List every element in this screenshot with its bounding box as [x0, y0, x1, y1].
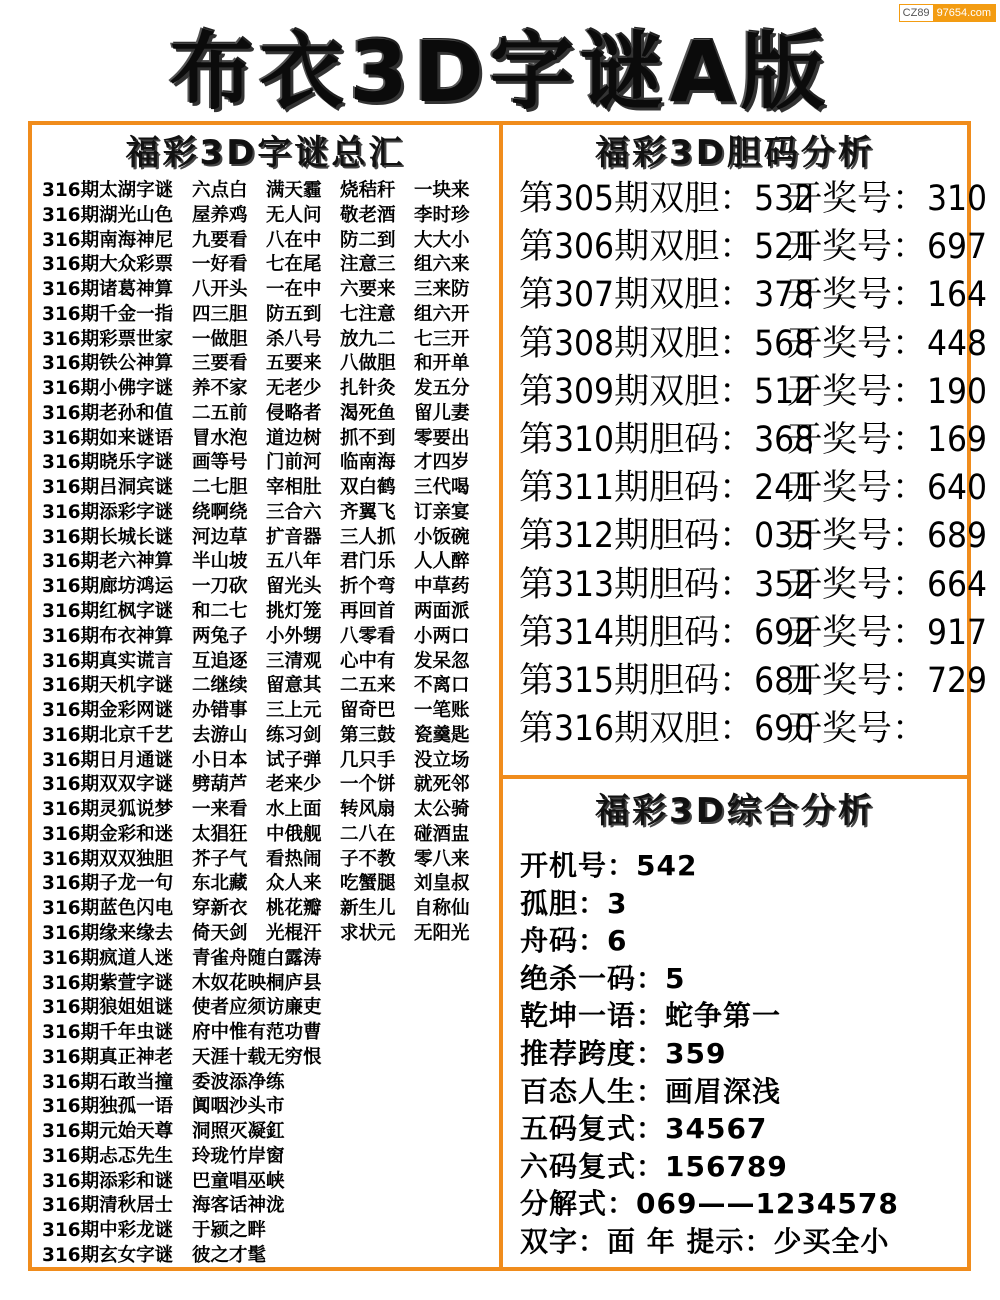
dan-label: 第312期胆码：035 [519, 516, 815, 557]
riddle-clue: 二五前 [192, 402, 248, 424]
riddle-clue: 留儿妻 [414, 402, 470, 424]
riddle-source: 316期廊坊鸿运 [42, 576, 174, 598]
analysis-row: 乾坤一语：蛇争第一 [520, 999, 782, 1033]
dan-row [519, 416, 988, 464]
riddle-clue: 发呆忽 [414, 650, 470, 672]
dan-label: 第305期双胆：532 [519, 179, 815, 219]
riddle-source: 316期晓乐字谜 [42, 452, 174, 474]
riddle-row [42, 724, 492, 749]
riddle-row [42, 1095, 492, 1120]
riddle-clue: 一刀砍 [192, 576, 248, 598]
riddle-row [42, 749, 492, 774]
riddle-clue: 五八年 [266, 551, 322, 573]
riddle-source: 316期独孤一语 [42, 1096, 174, 1118]
riddle-clue: 小外甥 [266, 625, 322, 647]
analysis-row: 开机号：542 [520, 849, 698, 882]
riddle-row [42, 1219, 492, 1244]
dan-row [519, 512, 988, 560]
riddle-source: 316期日月通谜 [42, 749, 174, 771]
riddle-clue: 试子弹 [266, 749, 322, 771]
riddle-clue: 办错事 [192, 700, 248, 722]
riddle-text: 玲珑竹岸窗 [192, 1145, 285, 1167]
riddle-row [42, 402, 492, 427]
riddle-clue: 中草药 [414, 576, 470, 598]
dan-row [519, 368, 988, 416]
riddle-clue: 烧秸秆 [340, 180, 396, 201]
riddle-text: 天涯十载无穷恨 [192, 1046, 322, 1068]
riddle-text: 海客话神泷 [192, 1195, 285, 1217]
riddle-source: 316期诸葛神算 [42, 279, 174, 301]
dan-row [519, 657, 988, 705]
riddle-clue: 宰相肚 [266, 477, 322, 499]
riddle-clue: 水上面 [266, 799, 322, 821]
riddle-clue: 互追逐 [192, 650, 248, 672]
riddle-clue: 无人问 [266, 204, 322, 226]
riddle-row [42, 526, 492, 551]
draw-result: 开奖号：697 [787, 227, 988, 268]
riddle-text: 巴童唱巫峡 [192, 1170, 285, 1192]
dan-label: 第309期双胆：512 [519, 371, 815, 412]
riddle-clue: 组六来 [414, 254, 470, 276]
riddle-source: 316期老孙和值 [42, 402, 174, 424]
riddle-clue: 一在中 [266, 279, 322, 301]
analysis-row: 舟码：6 [520, 924, 628, 958]
riddle-row [42, 1021, 492, 1046]
riddle-row [42, 600, 492, 625]
riddle-clue: 九要看 [192, 229, 248, 251]
riddle-row [42, 352, 492, 377]
riddle-clue: 侵略者 [266, 402, 322, 424]
riddle-row [42, 1244, 492, 1269]
riddle-row [42, 476, 492, 501]
riddle-row [42, 1046, 492, 1071]
dan-row [519, 271, 988, 319]
riddle-clue: 三合六 [266, 501, 322, 523]
dan-analysis-title: 福彩3D胆码分析 [595, 133, 875, 173]
riddle-clue: 敬老酒 [340, 204, 396, 226]
draw-result: 开奖号：689 [787, 516, 988, 557]
riddle-clue: 扩音器 [266, 526, 322, 548]
riddle-clue: 吃蟹腿 [340, 873, 396, 895]
draw-result: 开奖号：164 [787, 275, 988, 316]
analysis-row: 孤胆：3 [520, 886, 628, 920]
riddle-text: 使者应须访廉吏 [192, 997, 322, 1019]
riddle-clue: 绕啊绕 [192, 501, 248, 523]
analysis-row: 推荐跨度：359 [520, 1036, 727, 1070]
riddle-row [42, 972, 492, 997]
riddle-clue: 没立场 [414, 749, 470, 771]
dan-label: 第308期双胆：568 [519, 323, 815, 364]
comprehensive-analysis-panel [499, 775, 971, 1271]
riddle-clue: 去游山 [192, 724, 248, 746]
riddle-text: 阗咽沙头市 [192, 1096, 285, 1118]
riddle-source: 316期蓝色闪电 [42, 898, 174, 920]
riddle-row [42, 773, 492, 798]
riddle-source: 316期中彩龙谜 [42, 1220, 174, 1242]
riddle-row [42, 575, 492, 600]
riddle-clue: 防二到 [340, 229, 396, 251]
riddle-clue: 转风扇 [340, 799, 396, 821]
riddle-row [42, 550, 492, 575]
riddle-clue: 屋养鸡 [192, 204, 248, 226]
riddle-clue: 桃花瓣 [266, 898, 322, 920]
riddle-clue: 刘皇叔 [414, 873, 470, 895]
draw-result: 开奖号：664 [787, 564, 988, 605]
riddle-row [42, 947, 492, 972]
riddle-source: 316期大众彩票 [42, 254, 174, 276]
riddle-row [42, 674, 492, 699]
riddle-row [42, 922, 492, 947]
riddle-clue: 渴死鱼 [340, 402, 396, 424]
riddle-source: 316期真实谎言 [42, 650, 174, 672]
riddle-clue: 临南海 [340, 452, 396, 474]
riddle-clue: 挑灯笼 [266, 601, 322, 623]
riddle-source: 316期双双独胆 [42, 848, 174, 870]
riddle-clue: 抓不到 [340, 427, 396, 449]
riddle-row [42, 229, 492, 254]
riddle-clue: 三代喝 [414, 477, 470, 499]
riddle-clue: 发五分 [414, 378, 470, 400]
riddle-clue: 就死邻 [414, 774, 470, 796]
riddle-row [42, 699, 492, 724]
riddle-text: 于颍之畔 [192, 1220, 267, 1242]
riddle-source: 316期紫萱字谜 [42, 972, 174, 994]
riddle-source: 316期金彩网谜 [42, 700, 174, 722]
riddle-source: 316期小佛字谜 [42, 378, 174, 400]
dan-row [519, 320, 988, 368]
analysis-row: 双字：面 年 提示：少买全小 [520, 1224, 890, 1258]
riddle-clue: 穿新衣 [192, 898, 248, 920]
riddle-row [42, 303, 492, 328]
riddle-clue: 一好看 [192, 254, 248, 276]
dan-row [519, 561, 988, 609]
riddle-clue: 二继续 [192, 675, 248, 697]
analysis-row: 绝杀一码：5 [520, 961, 686, 995]
riddle-clue: 碰酒盅 [414, 823, 470, 845]
riddle-clue: 四三胆 [192, 303, 248, 325]
riddle-clue: 东北藏 [192, 873, 248, 895]
riddle-text: 委波添净练 [192, 1071, 285, 1093]
riddle-clue: 折个弯 [340, 576, 396, 598]
riddle-row [42, 1071, 492, 1096]
comprehensive-analysis-title: 福彩3D综合分析 [595, 791, 875, 831]
dan-row [519, 464, 988, 512]
draw-result: 开奖号： [787, 709, 928, 750]
riddle-row [42, 377, 492, 402]
riddle-clue: 光棍汗 [266, 922, 322, 944]
riddle-clue: 八零看 [340, 625, 396, 647]
riddle-row [42, 848, 492, 873]
riddle-clue: 和二七 [192, 601, 248, 623]
riddle-source: 316期吕洞宾谜 [42, 477, 174, 499]
riddle-clue: 留光头 [266, 576, 322, 598]
riddle-source: 316期布衣神算 [42, 625, 174, 647]
dan-row [519, 609, 988, 657]
riddle-clue: 第三鼓 [340, 724, 396, 746]
riddle-clue: 八在中 [266, 229, 322, 251]
draw-result: 开奖号：729 [787, 660, 988, 701]
riddle-clue: 零要出 [414, 427, 470, 449]
riddle-source: 316期如来谜语 [42, 427, 174, 449]
dan-label: 第311期胆码：241 [519, 468, 815, 509]
analysis-row: 百态人生：画眉深浅 [520, 1074, 782, 1108]
riddle-text: 府中惟有范功曹 [192, 1022, 322, 1044]
riddle-clue: 组六开 [414, 303, 470, 325]
riddle-source: 316期石敢当撞 [42, 1071, 174, 1093]
riddle-clue: 三清观 [266, 650, 322, 672]
draw-result: 开奖号：448 [787, 323, 988, 364]
riddle-clue: 八开头 [192, 279, 248, 301]
dan-label: 第306期双胆：521 [519, 227, 815, 268]
riddle-clue: 养不家 [192, 378, 248, 400]
draw-result: 开奖号：310 [787, 179, 988, 219]
riddle-clue: 注意三 [340, 254, 396, 276]
draw-result: 开奖号：640 [787, 468, 988, 509]
riddle-row [42, 1145, 492, 1170]
riddle-source: 316期天机字谜 [42, 675, 174, 697]
riddle-clue: 道边树 [266, 427, 322, 449]
dan-label: 第310期胆码：368 [519, 419, 815, 460]
riddle-clue: 二八在 [340, 823, 396, 845]
riddle-clue: 八做胆 [340, 353, 396, 375]
riddle-source: 316期添彩和谜 [42, 1170, 174, 1192]
riddle-source: 316期灵狐说梦 [42, 799, 174, 821]
riddle-source: 316期湖光山色 [42, 204, 174, 226]
riddle-source: 316期子龙一句 [42, 873, 174, 895]
riddle-row [42, 872, 492, 897]
riddle-clue: 不离口 [414, 675, 470, 697]
draw-result: 开奖号：190 [787, 371, 988, 412]
riddle-clue: 子不教 [340, 848, 396, 870]
riddle-clue: 求状元 [340, 922, 396, 944]
riddle-clue: 订亲宴 [414, 501, 470, 523]
riddle-source: 316期铁公神算 [42, 353, 174, 375]
riddle-clue: 自称仙 [414, 898, 470, 920]
riddle-source: 316期金彩和迷 [42, 823, 174, 845]
riddle-clue: 二五来 [340, 675, 396, 697]
dan-row [519, 175, 988, 223]
riddle-clue: 一块来 [414, 180, 470, 201]
riddle-row [42, 1194, 492, 1219]
riddle-text: 彼之才髦 [192, 1244, 267, 1266]
dan-label: 第307期双胆：378 [519, 275, 815, 316]
riddle-clue: 李时珍 [414, 204, 470, 226]
analysis-list [520, 847, 965, 1261]
analysis-row: 分解式：069——1234578 [520, 1187, 899, 1221]
riddle-clue: 七三开 [414, 328, 470, 350]
draw-result: 开奖号：169 [787, 419, 988, 460]
riddle-clue: 零八来 [414, 848, 470, 870]
riddle-source: 316期元始天尊 [42, 1121, 174, 1143]
riddle-row [42, 204, 492, 229]
riddle-clue: 留奇巴 [340, 700, 396, 722]
dan-label: 第316期双胆：690 [519, 709, 815, 750]
riddle-source: 316期双双字谜 [42, 774, 174, 796]
riddle-clue: 太公骑 [414, 799, 470, 821]
riddle-row [42, 798, 492, 823]
page-title: 布衣3D字谜A版 [169, 23, 831, 121]
analysis-row: 五码复式：34567 [520, 1112, 768, 1146]
riddle-row [42, 501, 492, 526]
riddle-clue: 大大小 [414, 229, 470, 251]
riddle-source: 316期清秋居士 [42, 1195, 174, 1217]
riddle-clue: 老来少 [266, 774, 322, 796]
watermark [899, 4, 996, 22]
riddle-row [42, 650, 492, 675]
riddle-clue: 河边草 [192, 526, 248, 548]
riddle-clue: 三要看 [192, 353, 248, 375]
riddle-source: 316期缘来缘去 [42, 922, 174, 944]
riddle-clue: 一做胆 [192, 328, 248, 350]
riddle-clue: 心中有 [340, 650, 396, 672]
riddle-row [42, 897, 492, 922]
riddle-clue: 五要来 [266, 353, 322, 375]
riddle-clue: 二七胆 [192, 477, 248, 499]
riddle-clue: 芥子气 [192, 848, 248, 870]
riddle-clue: 扎针灸 [340, 378, 396, 400]
dan-label: 第315期胆码：681 [519, 660, 815, 701]
riddle-clue: 放九二 [340, 328, 396, 350]
riddle-row [42, 427, 492, 452]
watermark-right: 97654.com [933, 5, 995, 21]
riddle-clue: 半山坡 [192, 551, 248, 573]
watermark-left: CZ89 [900, 5, 933, 21]
riddle-summary-title: 福彩3D字谜总汇 [125, 133, 406, 173]
riddle-clue: 和开单 [414, 353, 470, 375]
riddle-clue: 杀八号 [266, 328, 322, 350]
riddle-source: 316期彩票世家 [42, 328, 174, 350]
riddle-source: 316期红枫字谜 [42, 601, 174, 623]
riddle-row [42, 253, 492, 278]
draw-result: 开奖号：917 [787, 612, 988, 653]
riddle-source: 316期老六神算 [42, 551, 174, 573]
riddle-source: 316期北京千艺 [42, 724, 174, 746]
riddle-text: 青雀舟随白露涛 [192, 947, 322, 969]
riddle-text: 木奴花映桐庐县 [192, 972, 322, 994]
riddle-clue: 三人抓 [340, 526, 396, 548]
riddle-clue: 几只手 [340, 749, 396, 771]
riddle-clue: 太猖狂 [192, 823, 248, 845]
riddle-row [42, 1120, 492, 1145]
riddle-source: 316期玄女字谜 [42, 1244, 174, 1266]
riddle-source: 316期长城长谜 [42, 526, 174, 548]
riddle-clue: 人人醉 [414, 551, 470, 573]
riddle-clue: 劈葫芦 [192, 774, 248, 796]
riddle-clue: 练习剑 [266, 724, 322, 746]
riddle-clue: 再回首 [340, 601, 396, 623]
riddle-clue: 众人来 [266, 873, 322, 895]
riddle-clue: 三上元 [266, 700, 322, 722]
riddle-clue: 瓷羹匙 [414, 724, 470, 746]
analysis-row: 六码复式：156789 [520, 1149, 788, 1183]
riddle-clue: 留意其 [266, 675, 322, 697]
riddle-clue: 满天霾 [266, 180, 322, 201]
riddle-row [42, 823, 492, 848]
riddle-clue: 双白鹤 [340, 477, 396, 499]
riddle-clue: 无老少 [266, 378, 322, 400]
riddle-row [42, 996, 492, 1021]
riddle-clue: 倚天剑 [192, 922, 248, 944]
dan-row [519, 223, 988, 271]
riddle-clue: 小两口 [414, 625, 470, 647]
riddle-clue: 七注意 [340, 303, 396, 325]
riddle-summary-panel [28, 121, 503, 1271]
riddle-source: 316期疯道人迷 [42, 947, 174, 969]
dan-label: 第314期胆码：692 [519, 612, 815, 653]
riddle-clue: 一来看 [192, 799, 248, 821]
riddle-row [42, 625, 492, 650]
riddle-clue: 七在尾 [266, 254, 322, 276]
riddle-clue: 画等号 [192, 452, 248, 474]
riddle-clue: 看热闹 [266, 848, 322, 870]
riddle-row [42, 1170, 492, 1195]
riddle-source: 316期太湖字谜 [42, 180, 174, 201]
dan-analysis-panel [499, 121, 988, 779]
riddle-clue: 新生儿 [340, 898, 396, 920]
riddle-row [42, 451, 492, 476]
riddle-clue: 六要来 [340, 279, 396, 301]
riddle-clue: 中俄舰 [266, 823, 322, 845]
dan-label: 第313期胆码：352 [519, 564, 815, 605]
dan-list [519, 175, 988, 753]
riddle-row [42, 328, 492, 353]
riddle-clue: 君门乐 [340, 551, 396, 573]
dan-row [519, 705, 959, 753]
riddle-source: 316期忐忑先生 [42, 1145, 174, 1167]
riddle-row [42, 179, 492, 204]
riddle-clue: 才四岁 [414, 452, 470, 474]
riddle-source: 316期真正神老 [42, 1046, 174, 1068]
riddle-source: 316期千金一指 [42, 303, 174, 325]
riddle-source: 316期南海神尼 [42, 229, 174, 251]
riddle-source: 316期狼姐姐谜 [42, 997, 174, 1019]
riddle-clue: 六点白 [192, 180, 248, 201]
riddle-clue: 防五到 [266, 303, 322, 325]
riddle-clue: 两面派 [414, 601, 470, 623]
riddle-source: 316期添彩字谜 [42, 501, 174, 523]
riddle-clue: 齐翼飞 [340, 501, 396, 523]
riddle-clue: 小饭碗 [414, 526, 470, 548]
riddle-clue: 小日本 [192, 749, 248, 771]
riddle-clue: 门前河 [266, 452, 322, 474]
riddle-clue: 一个饼 [340, 774, 396, 796]
riddle-list [42, 179, 492, 1269]
riddle-clue: 冒水泡 [192, 427, 248, 449]
riddle-source: 316期千年虫谜 [42, 1022, 174, 1044]
riddle-clue: 一笔账 [414, 700, 470, 722]
riddle-clue: 两兔子 [192, 625, 248, 647]
riddle-clue: 三来防 [414, 279, 470, 301]
riddle-row [42, 278, 492, 303]
riddle-clue: 无阳光 [414, 922, 470, 944]
riddle-text: 洞照灭凝釭 [192, 1121, 285, 1143]
